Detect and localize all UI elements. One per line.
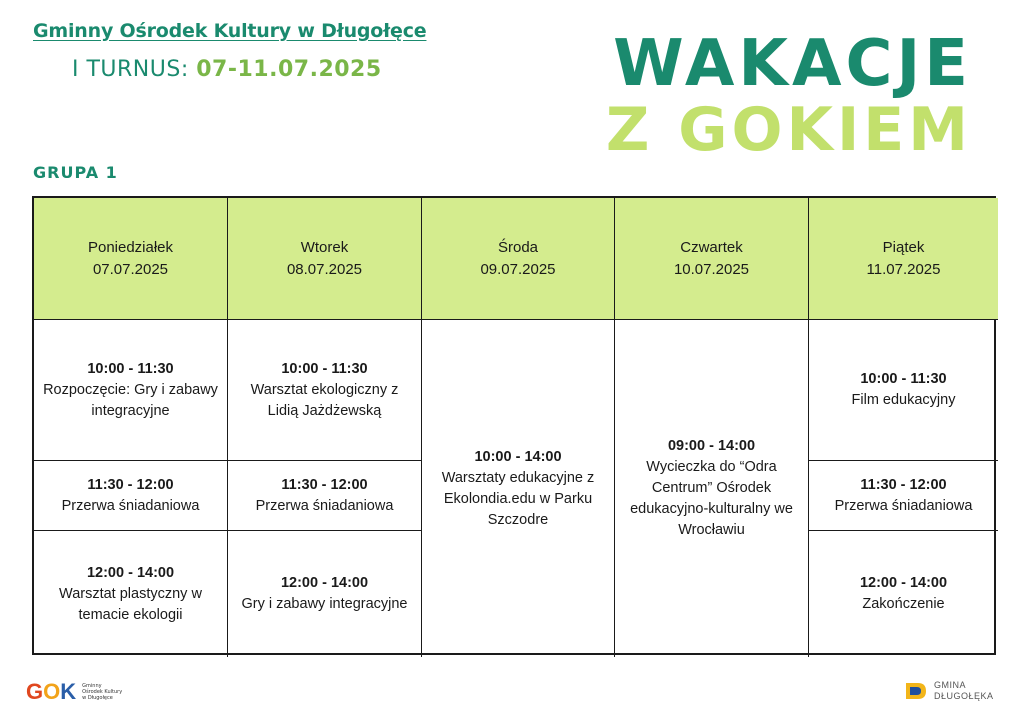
slot-time: 10:00 - 14:00	[474, 448, 562, 465]
slot-time: 11:30 - 12:00	[87, 476, 174, 493]
day-name: Środa	[497, 238, 539, 256]
slot-activity: Warsztaty edukacyjne z Ekolondia.edu w Parku Szczodre	[441, 469, 595, 528]
gok-logo-caption: Gminny Ośrodek Kultury w Długołęce	[82, 683, 123, 701]
schedule-slot	[809, 531, 998, 657]
slot-activity: Przerwa śniadaniowa	[834, 497, 973, 514]
day-name: Czwartek	[680, 238, 743, 256]
gmina-emblem-icon	[904, 681, 928, 701]
slot-activity: Film edukacyjny	[851, 392, 956, 408]
turnus-line	[72, 57, 382, 82]
day-header-wednesday	[422, 198, 615, 320]
schedule-slot	[228, 461, 422, 531]
gmina-line2: DŁUGOŁĘKA	[934, 691, 994, 701]
gmina-logo	[904, 680, 994, 702]
slot-activity: Rozpoczęcie: Gry i zabawy integracyjne	[43, 381, 218, 419]
slot-time: 11:30 - 12:00	[281, 476, 368, 493]
slot-time: 12:00 - 14:00	[859, 575, 948, 591]
schedule-slot	[34, 320, 228, 461]
gok-letter-o: O	[43, 679, 61, 704]
schedule-table	[32, 196, 996, 655]
schedule-slot-wednesday	[422, 320, 615, 657]
gmina-logo-text	[934, 680, 994, 702]
day-name: Piątek	[882, 238, 925, 256]
group-label: GRUPA 1	[33, 163, 118, 182]
slot-time: 10:00 - 11:30	[860, 371, 947, 387]
slot-activity: Wycieczka do “Odra Centrum” Ośrodek edukacyjno-kulturalny we Wrocławiu	[630, 459, 793, 538]
gok-logo	[26, 679, 122, 705]
schedule-slot-thursday	[615, 320, 809, 657]
gok-letter-g: G	[26, 679, 44, 704]
gmina-line1: GMINA	[934, 680, 967, 690]
slot-time: 12:00 - 14:00	[280, 575, 369, 591]
day-date: 11.07.2025	[866, 260, 941, 278]
slot-time: 12:00 - 14:00	[86, 564, 175, 581]
slot-activity: Przerwa śniadaniowa	[255, 497, 394, 514]
slot-activity: Przerwa śniadaniowa	[61, 497, 200, 514]
day-name: Poniedziałek	[87, 238, 174, 256]
turnus-label: I TURNUS:	[72, 57, 189, 82]
day-header-friday	[809, 198, 998, 320]
schedule-slot	[34, 461, 228, 531]
title-wakacje: WAKACJE	[613, 27, 972, 101]
slot-activity: Zakończenie	[862, 596, 945, 612]
day-header-monday	[34, 198, 228, 320]
day-date: 09.07.2025	[480, 260, 556, 278]
turnus-dates: 07-11.07.2025	[196, 57, 382, 82]
slot-time: 09:00 - 14:00	[667, 438, 756, 454]
schedule-slot	[228, 531, 422, 657]
slot-activity: Gry i zabawy integracyjne	[241, 596, 408, 612]
schedule-slot	[34, 531, 228, 657]
day-header-tuesday	[228, 198, 422, 320]
org-name: Gminny Ośrodek Kultury w Długołęce	[33, 20, 427, 42]
slot-time: 10:00 - 11:30	[87, 360, 174, 377]
slot-activity: Warsztat plastyczny w temacie ekologii	[59, 585, 202, 623]
day-date: 10.07.2025	[673, 260, 750, 278]
gok-letter-k: K	[60, 679, 77, 704]
schedule-slot	[809, 461, 998, 531]
day-date: 07.07.2025	[92, 260, 169, 278]
gok-logo-letters	[26, 679, 76, 705]
title-z-gokiem: Z GOKIEM	[605, 95, 972, 165]
schedule-slot	[228, 320, 422, 461]
day-header-thursday	[615, 198, 809, 320]
slot-activity: Warsztat ekologiczny z Lidią Jażdżewską	[250, 381, 399, 419]
schedule-slot	[809, 320, 998, 461]
slot-time: 11:30 - 12:00	[860, 476, 947, 493]
day-name: Wtorek	[300, 238, 349, 256]
day-date: 08.07.2025	[286, 260, 363, 278]
slot-time: 10:00 - 11:30	[281, 360, 368, 377]
